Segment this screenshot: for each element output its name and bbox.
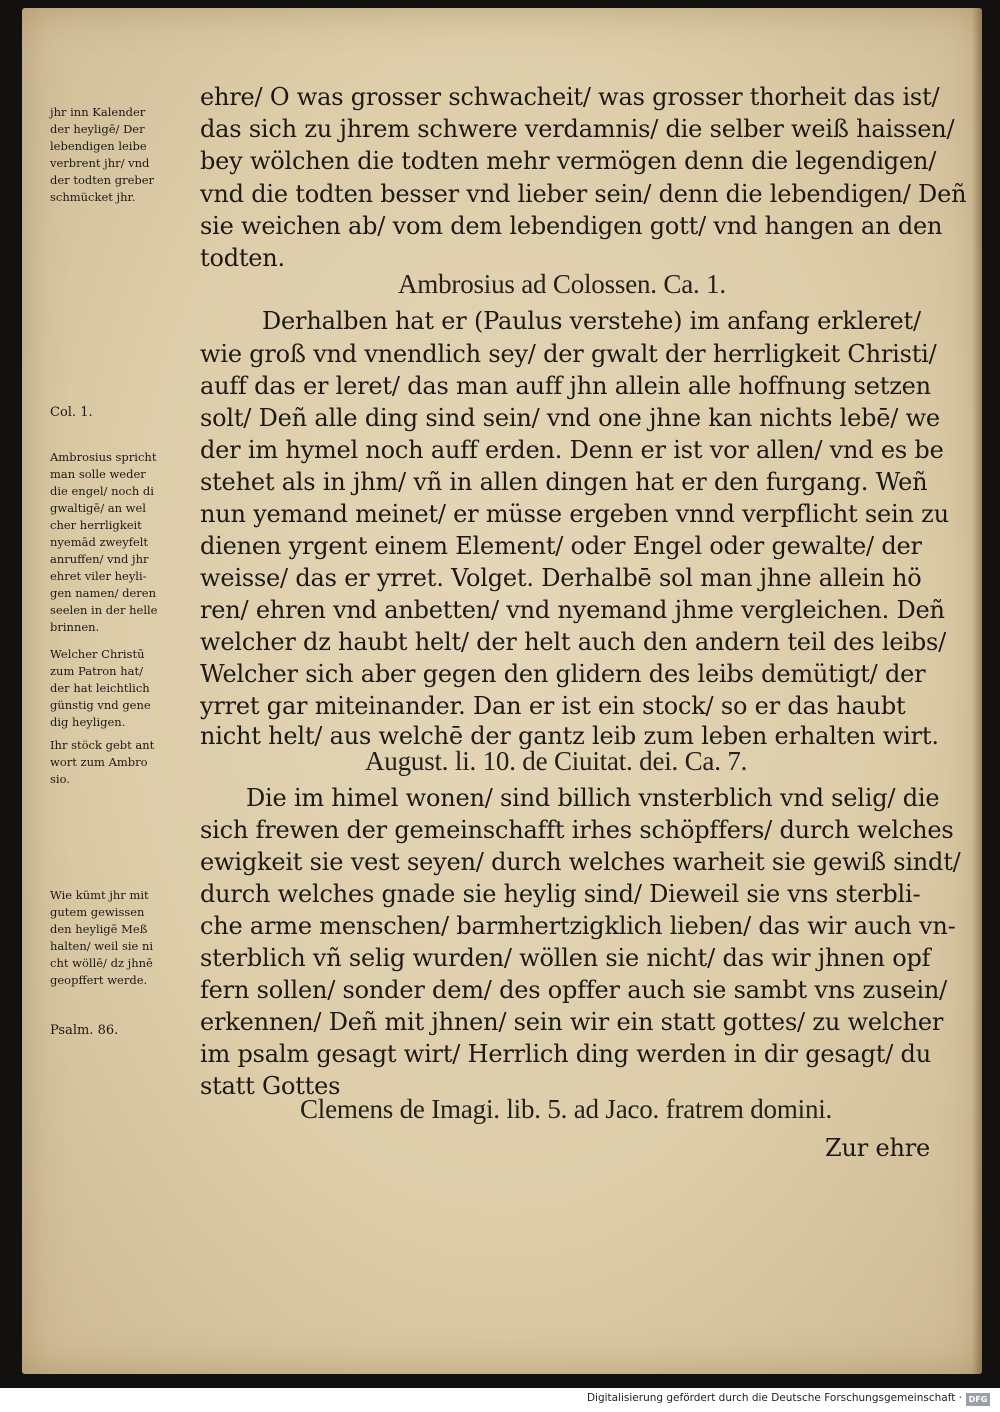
text-line: statt Gottes: [200, 1072, 341, 1100]
margin-note-line: lebendigen leibe: [50, 139, 147, 153]
margin-note-line: wort zum Ambro: [50, 755, 148, 769]
margin-note: [50, 104, 200, 206]
text-line: sich frewen der gemeinschafft irhes schöpffers/ durch welches: [200, 816, 954, 844]
margin-note-line: günstig vnd gene: [50, 698, 151, 712]
margin-note-line: den heyligē Meß: [50, 922, 148, 936]
text-line: stehet als in jhm/ vñ in allen dingen hat er den furgang. Weñ: [200, 468, 928, 496]
catchword: Zur ehre: [825, 1134, 930, 1162]
margin-note-line: nyemād zweyfelt: [50, 535, 149, 549]
margin-note-line: gen namen/ deren: [50, 586, 157, 600]
text-line: ehre/ O was grosser schwacheit/ was grosser thorheit das ist/: [200, 83, 940, 111]
dfg-logo: DFG: [966, 1393, 990, 1406]
text-line: sie weichen ab/ vom dem lebendigen gott/ vnd hangen an den: [200, 212, 943, 240]
text-line: Derhalben hat er (Paulus verstehe) im anfang erkleret/: [262, 307, 921, 335]
margin-note-line: zum Patron hat/: [50, 664, 143, 678]
margin-note-line: cht wöllē/ dz jhnē: [50, 956, 153, 970]
text-line: bey wölchen die todten mehr vermögen denn die legendigen/: [200, 147, 937, 175]
page-edge-shadow: [972, 8, 982, 1374]
text-line: im psalm gesagt wirt/ Herrlich ding werden in dir gesagt/ du: [200, 1040, 931, 1068]
text-line: che arme menschen/ barmhertzigklich lieben/ das wir auch vn-: [200, 912, 956, 940]
margin-note: [50, 646, 200, 731]
margin-note-line: ehret viler heyli-: [50, 569, 147, 583]
section-heading: Clemens de Imagi. lib. 5. ad Jaco. fratrem domini.: [300, 1094, 833, 1124]
text-line: ren/ ehren vnd anbetten/ vnd nyemand jhme vergleichen. Deñ: [200, 596, 945, 624]
margin-note-line: verbrent jhr/ vnd: [50, 156, 150, 170]
margin-note-line: seelen in der helle: [50, 603, 158, 617]
margin-note-line: der hat leichtlich: [50, 681, 150, 695]
text-line: ewigkeit sie vest seyen/ durch welches warheit sie gewiß sindt/: [200, 848, 961, 876]
margin-note-line: schmücket jhr.: [50, 190, 136, 204]
margin-note-line: gwaltigē/ an wel: [50, 501, 146, 515]
text-line: yrret gar miteinander. Dan er ist ein stock/ so er das haubt: [200, 692, 906, 720]
text-line: weisse/ das er yrret. Volget. Derhalbē sol man jhne allein hö: [200, 564, 922, 592]
margin-note-line: Welcher Christū: [50, 647, 145, 661]
margin-note-line: cher herrligkeit: [50, 518, 142, 532]
margin-note-line: halten/ weil sie ni: [50, 939, 154, 953]
margin-note: [50, 449, 200, 636]
text-line: Die im himel wonen/ sind billich vnsterblich vnd selig/ die: [246, 784, 940, 812]
margin-note-line: Ihr stöck gebt ant: [50, 738, 155, 752]
text-line: dienen yrgent einem Element/ oder Engel oder gewalte/ der: [200, 532, 922, 560]
margin-note: [50, 404, 200, 421]
text-line: das sich zu jhrem schwere verdamnis/ die selber weiß haissen/: [200, 115, 955, 143]
text-line: solt/ Deñ alle ding sind sein/ vnd one jhne kan nichts lebē/ we: [200, 404, 940, 432]
text-line: vnd die todten besser vnd lieber sein/ denn die lebendigen/ Deñ: [200, 180, 967, 208]
margin-note-line: anruffen/ vnd jhr: [50, 552, 149, 566]
margin-note-line: sio.: [50, 772, 70, 786]
margin-note-line: der todten greber: [50, 173, 155, 187]
text-line: fern sollen/ sonder dem/ des opffer auch sie sambt vns zusein/: [200, 976, 947, 1004]
text-line: wie groß vnd vnendlich sey/ der gwalt der herrligkeit Christi/: [200, 340, 937, 368]
footer-credit: Digitalisierung gefördert durch die Deutsche Forschungsgemeinschaft ·: [586, 1392, 962, 1404]
margin-note-line: man solle weder: [50, 467, 146, 481]
margin-note-line: Col. 1.: [50, 405, 93, 420]
text-line: der im hymel noch auff erden. Denn er ist vor allen/ vnd es be: [200, 436, 944, 464]
text-line: nun yemand meinet/ er müsse ergeben vnnd verpflicht sein zu: [200, 500, 949, 528]
section-heading: Ambrosius ad Colossen. Ca. 1.: [398, 269, 726, 299]
margin-note-line: Wie kümt jhr mit: [50, 888, 149, 902]
margin-note-line: brinnen.: [50, 620, 100, 634]
margin-note-line: die engel/ noch di: [50, 484, 154, 498]
margin-note-line: dig heyligen.: [50, 715, 126, 729]
text-line: auff das er leret/ das man auff jhn allein alle hoffnung setzen: [200, 372, 931, 400]
margin-note-line: der heyligē/ Der: [50, 122, 145, 136]
margin-note: [50, 737, 200, 788]
margin-note-line: geopffert werde.: [50, 973, 148, 987]
margin-note-line: jhr inn Kalender: [50, 105, 146, 119]
text-line: sterblich vñ selig wurden/ wöllen sie nicht/ das wir jhnen opf: [200, 944, 931, 972]
margin-note-line: Ambrosius spricht: [50, 450, 157, 464]
margin-note-line: gutem gewissen: [50, 905, 145, 919]
text-line: erkennen/ Deñ mit jhnen/ sein wir ein statt gottes/ zu welcher: [200, 1008, 944, 1036]
text-line: todten.: [200, 244, 285, 272]
margin-note-line: Psalm. 86.: [50, 1023, 119, 1038]
margin-note: [50, 887, 200, 989]
text-line: durch welches gnade sie heylig sind/ Dieweil sie vns sterbli-: [200, 880, 921, 908]
text-line: nicht helt/ aus welchē der gantz leib zum leben erhalten wirt.: [200, 722, 939, 750]
margin-note: [50, 1022, 200, 1039]
section-heading: August. li. 10. de Ciuitat. dei. Ca. 7.: [365, 746, 748, 776]
text-line: welcher dz haubt helt/ der helt auch den andern teil des leibs/: [200, 628, 946, 656]
text-line: Welcher sich aber gegen den glidern des leibs demütigt/ der: [200, 660, 926, 688]
